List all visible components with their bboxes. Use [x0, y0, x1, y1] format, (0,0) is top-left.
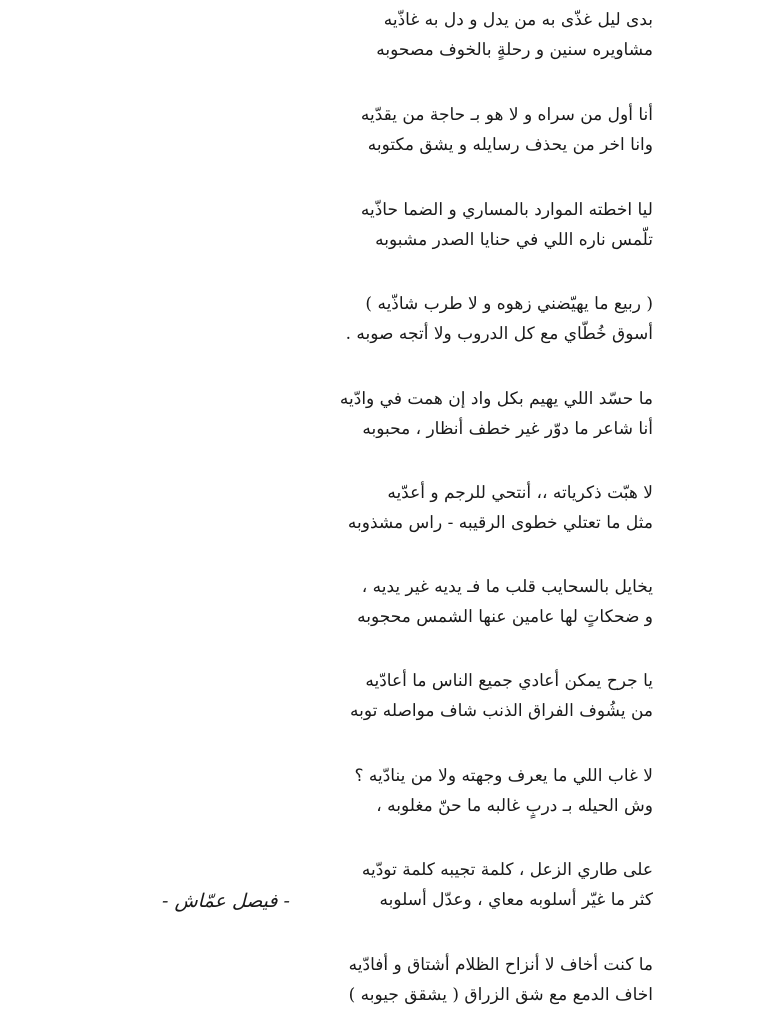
- verse-line: أسوق خُطّاي مع كل الدروب ولا أتجه صوبه .: [345, 324, 653, 344]
- stanza-3: [233, 195, 653, 255]
- verse-line: يا جرح يمكن أعادي جميع الناس ما أعادّيه: [365, 671, 653, 691]
- verse-line: ليا اخطته الموارد بالمساري و الضما حاذّيه: [360, 200, 653, 220]
- verse-line: مشاويره سنين و رحلةٍ بالخوف مصحوبه: [376, 40, 653, 60]
- stanza-2: [233, 100, 653, 160]
- stanza-11: [233, 950, 653, 1010]
- stanza-6: [233, 478, 653, 538]
- verse-line: على طاري الزعل ، كلمة تجيبه كلمة تودّيه: [361, 860, 653, 880]
- verse-line: بدى ليل غذّى به من يدل و دل به غاذّيه: [383, 10, 653, 30]
- stanza-1: [233, 5, 653, 65]
- verse-line: ما كنت أخاف لا أنزاح الظلام أشتاق و أفادّيه: [348, 955, 653, 975]
- verse-line: لا غاب اللي ما يعرف وجهته ولا من ينادّيه ؟: [354, 766, 653, 786]
- verse-line: و ضحكاتٍ لها عامين عنها الشمس محجوبه: [357, 607, 653, 627]
- verse-line: كثر ما غيّر أسلوبه معاي ، وعدّل أسلوبه: [379, 890, 653, 910]
- verse-line: يخايل بالسحايب قلب ما فـ يديه غير يديه ،: [361, 577, 653, 597]
- verse-line: مثل ما تعتلي خطوى الرقيبه - راس مشذوبه: [347, 513, 653, 533]
- verse-line: تلّمس ناره اللي في حنايا الصدر مشبوبه: [375, 230, 653, 250]
- stanza-5: [233, 384, 653, 444]
- verse-line: ما حسّد اللي يهيم بكل واد إن همت في وادّيه: [339, 389, 653, 409]
- stanza-9: [233, 761, 653, 821]
- stanza-4: [233, 289, 653, 349]
- stanza-8: [233, 666, 653, 726]
- verse-line: وانا اخر من يحذف رسايله و يشق مكتوبه: [367, 135, 653, 155]
- poet-signature: - فيصل عمّاش -: [162, 890, 290, 912]
- verse-line: من يشُوف الفراق الذنب شاف مواصله توبه: [349, 701, 653, 721]
- verse-line: ( ربيع ما يهيّضني زهوه و لا طرب شاذّيه ): [365, 294, 653, 314]
- verse-line: لا هبّت ذكرياته ،، أنتحي للرجم و أعدّيه: [387, 483, 653, 503]
- verse-line: أنا شاعر ما دوّر غير خطف أنظار ، محبوبه: [362, 419, 653, 439]
- verse-line: اخاف الدمع مع شق الزراق ( يشقق جيوبه ): [348, 985, 653, 1005]
- stanza-7: [233, 572, 653, 632]
- verse-line: أنا أول من سراه و لا هو بـ حاجة من يقدّيه: [360, 105, 653, 125]
- verse-line: وش الحيله بـ دربٍ غالبه ما حنّ مغلوبه ،: [376, 796, 653, 816]
